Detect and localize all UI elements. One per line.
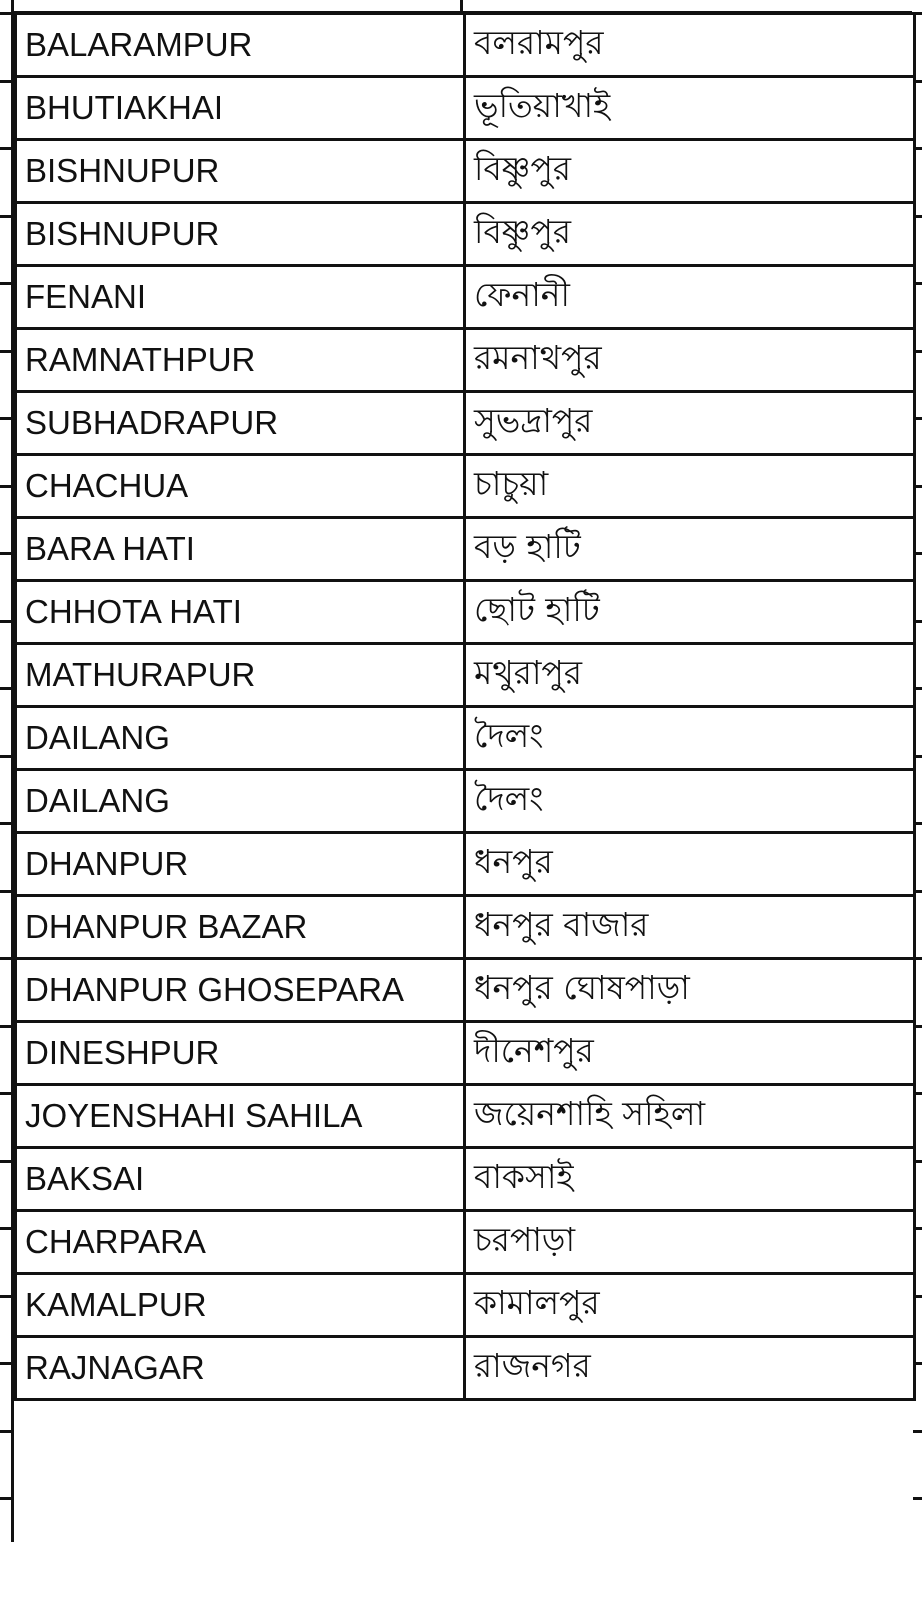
row-divider [913, 350, 922, 353]
bengali-name-cell: দৈলং [465, 707, 915, 770]
english-name-cell: BARA HATI [16, 518, 465, 581]
row-divider [0, 1092, 14, 1095]
row-divider [0, 687, 14, 690]
row-divider [0, 1160, 14, 1163]
row-divider [913, 1025, 922, 1028]
row-divider [913, 80, 922, 83]
table-row [16, 581, 915, 644]
table-row [16, 329, 915, 392]
english-name-cell: BISHNUPUR [16, 203, 465, 266]
row-divider [0, 620, 14, 623]
row-divider [913, 1160, 922, 1163]
bengali-name-cell: ধনপুর বাজার [465, 896, 915, 959]
row-divider [0, 215, 14, 218]
row-divider [913, 957, 922, 960]
english-name-cell: DHANPUR [16, 833, 465, 896]
table-row [16, 1022, 915, 1085]
english-name-cell: KAMALPUR [16, 1274, 465, 1337]
bengali-name-cell: চরপাড়া [465, 1211, 915, 1274]
row-divider [0, 1295, 14, 1298]
english-name-cell: JOYENSHAHI SAHILA [16, 1085, 465, 1148]
bengali-name-cell: বিষ্ণুপুর [465, 203, 915, 266]
table-row [16, 959, 915, 1022]
row-divider [0, 957, 14, 960]
row-divider [913, 890, 922, 893]
row-divider [0, 350, 14, 353]
bengali-name-cell: ধনপুর [465, 833, 915, 896]
table-row [16, 1148, 915, 1211]
english-name-cell: CHARPARA [16, 1211, 465, 1274]
row-divider [0, 1227, 14, 1230]
row-divider [913, 1362, 922, 1365]
english-name-cell: RAMNATHPUR [16, 329, 465, 392]
row-divider [0, 485, 14, 488]
table-row [16, 1211, 915, 1274]
english-name-cell: BISHNUPUR [16, 140, 465, 203]
right-column-edge [913, 0, 922, 1542]
english-name-cell: CHACHUA [16, 455, 465, 518]
row-divider [913, 687, 922, 690]
table-row [16, 77, 915, 140]
table-row [16, 266, 915, 329]
english-name-cell: DAILANG [16, 770, 465, 833]
row-divider [913, 620, 922, 623]
bengali-name-cell: দৈলং [465, 770, 915, 833]
place-names-table [14, 12, 916, 1401]
table-row [16, 707, 915, 770]
table-row [16, 1337, 915, 1400]
table-row [16, 644, 915, 707]
table-row [16, 833, 915, 896]
row-divider [0, 755, 14, 758]
row-divider [913, 1497, 922, 1500]
row-divider [913, 417, 922, 420]
row-divider [0, 147, 14, 150]
row-divider [0, 1430, 14, 1433]
english-name-cell: FENANI [16, 266, 465, 329]
row-divider [0, 1497, 14, 1500]
row-divider [913, 1227, 922, 1230]
row-divider [913, 282, 922, 285]
row-divider [913, 215, 922, 218]
left-column-edge [0, 0, 14, 1542]
row-divider [913, 147, 922, 150]
row-divider [913, 552, 922, 555]
table-row [16, 455, 915, 518]
bengali-name-cell: ধনপুর ঘোষপাড়া [465, 959, 915, 1022]
row-divider [913, 12, 922, 15]
bengali-name-cell: বড় হাটি [465, 518, 915, 581]
table-row [16, 896, 915, 959]
table-row [16, 518, 915, 581]
row-divider [0, 552, 14, 555]
english-name-cell: MATHURAPUR [16, 644, 465, 707]
table-body [16, 14, 915, 1400]
row-divider [913, 755, 922, 758]
row-divider [913, 485, 922, 488]
bengali-name-cell: বলরামপুর [465, 14, 915, 77]
row-divider [0, 1025, 14, 1028]
english-name-cell: RAJNAGAR [16, 1337, 465, 1400]
row-divider [913, 822, 922, 825]
row-divider [0, 890, 14, 893]
row-divider [0, 80, 14, 83]
table-row [16, 1274, 915, 1337]
bengali-name-cell: জয়েনশাহি সহিলা [465, 1085, 915, 1148]
table-row [16, 14, 915, 77]
bengali-name-cell: বাকসাই [465, 1148, 915, 1211]
english-name-cell: SUBHADRAPUR [16, 392, 465, 455]
english-name-cell: DHANPUR BAZAR [16, 896, 465, 959]
row-divider [913, 1092, 922, 1095]
english-name-cell: DHANPUR GHOSEPARA [16, 959, 465, 1022]
row-divider [0, 12, 14, 15]
english-name-cell: DINESHPUR [16, 1022, 465, 1085]
bengali-name-cell: কামালপুর [465, 1274, 915, 1337]
row-divider [913, 1295, 922, 1298]
bengali-name-cell: রাজনগর [465, 1337, 915, 1400]
row-divider [0, 282, 14, 285]
english-name-cell: BHUTIAKHAI [16, 77, 465, 140]
table-row [16, 203, 915, 266]
table-row [16, 1085, 915, 1148]
english-name-cell: BAKSAI [16, 1148, 465, 1211]
row-divider [913, 1430, 922, 1433]
bengali-name-cell: দীনেশপুর [465, 1022, 915, 1085]
bengali-name-cell: ফেনানী [465, 266, 915, 329]
english-name-cell: DAILANG [16, 707, 465, 770]
bengali-name-cell: সুভদ্রাপুর [465, 392, 915, 455]
bengali-name-cell: ভূতিয়াখাই [465, 77, 915, 140]
row-divider [0, 822, 14, 825]
row-divider [0, 1362, 14, 1365]
row-divider [0, 417, 14, 420]
table-row [16, 140, 915, 203]
table-row [16, 392, 915, 455]
table-row [16, 770, 915, 833]
english-name-cell: CHHOTA HATI [16, 581, 465, 644]
bengali-name-cell: বিষ্ণুপুর [465, 140, 915, 203]
bengali-name-cell: চাচুয়া [465, 455, 915, 518]
english-name-cell: BALARAMPUR [16, 14, 465, 77]
bengali-name-cell: ছোট হাটি [465, 581, 915, 644]
bengali-name-cell: মথুরাপুর [465, 644, 915, 707]
bengali-name-cell: রমনাথপুর [465, 329, 915, 392]
